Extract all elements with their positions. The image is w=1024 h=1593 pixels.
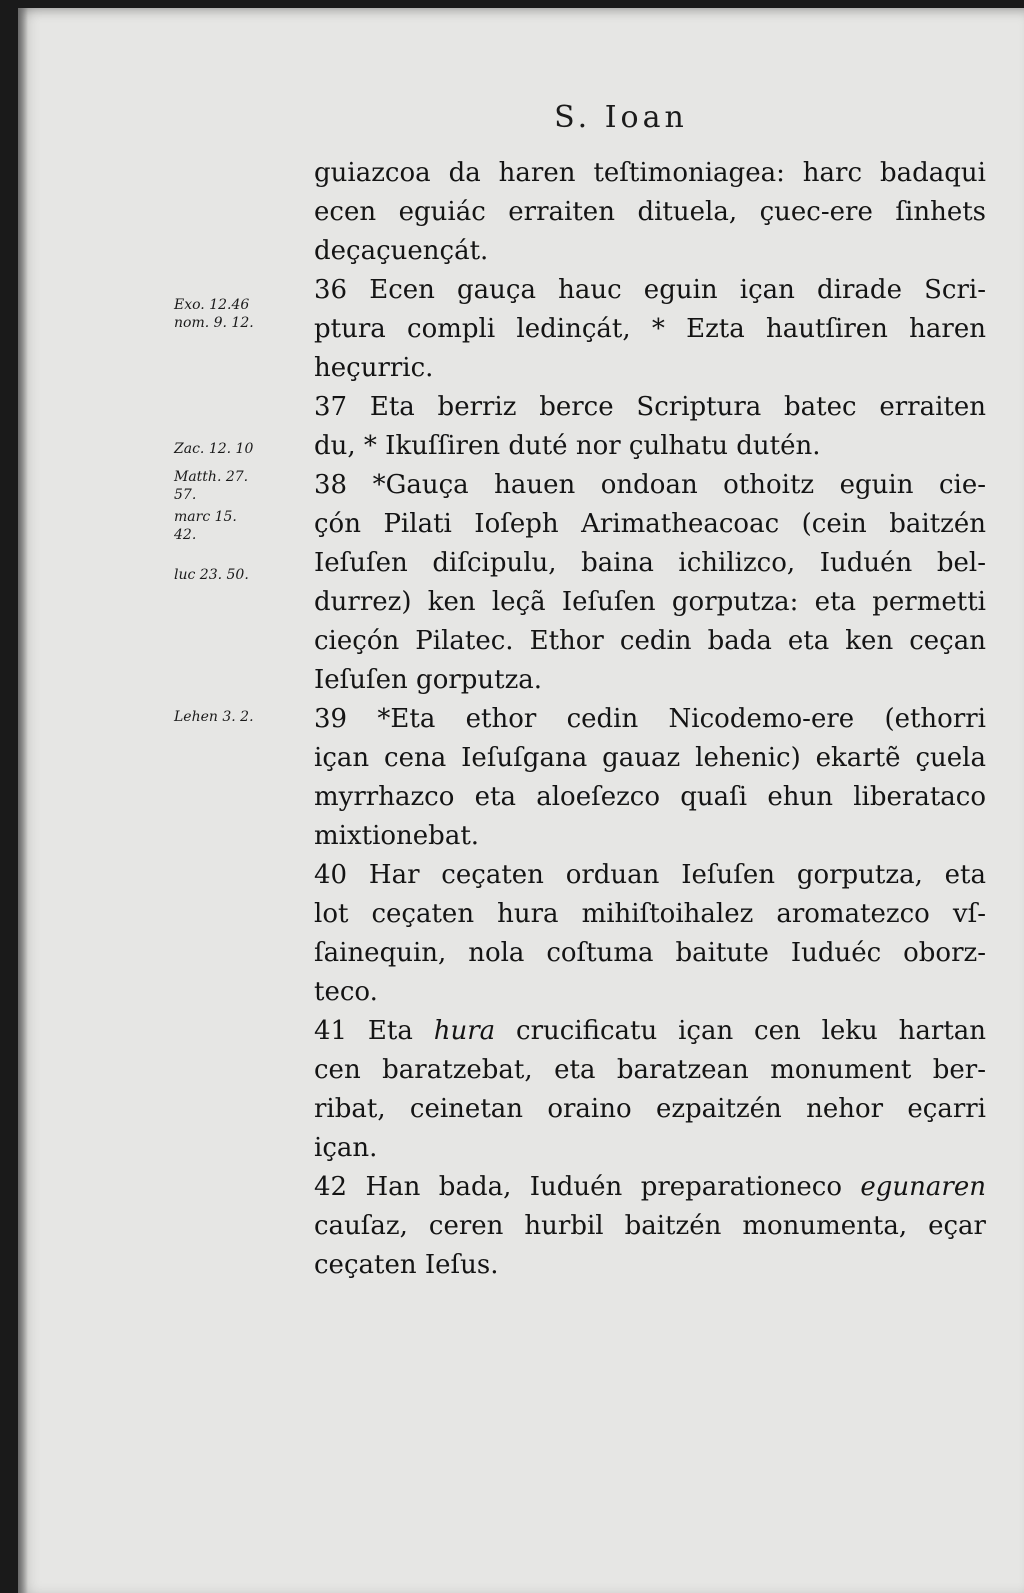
- text-line: ſainequin, nola coſtuma baitute Iuduéc oborz-: [314, 938, 986, 968]
- margin-note-line: 42.: [174, 527, 197, 543]
- text-line: 37 Eta berriz berce Scriptura batec erraiten: [314, 392, 986, 422]
- text-line: [314, 1168, 986, 1207]
- text-line: ecen eguiác erraiten dituela, çuec-ere ſinhets: [314, 197, 986, 227]
- text-line: cieçón Pilatec. Ethor cedin bada eta ken ceçan: [314, 626, 986, 656]
- margin-note-luc: [174, 566, 249, 584]
- text-line: [314, 1012, 986, 1051]
- text-line: heçurric.: [314, 353, 434, 383]
- text-line: teco.: [314, 977, 378, 1007]
- text-line: myrrhazco eta aloeſezco quaſi ehun liberataco: [314, 782, 986, 812]
- margin-note-exo: [174, 296, 254, 332]
- text-line: 40 Har ceçaten orduan Ieſuſen gorputza, eta: [314, 860, 986, 890]
- margin-note-line: Lehen 3. 2.: [174, 709, 254, 725]
- italic-word: egunaren: [860, 1172, 986, 1202]
- book-page: [18, 8, 1024, 1593]
- text-line: Ieſuſen gorputza.: [314, 665, 543, 695]
- text-line: içan cena Ieſuſgana gauaz lehenic) ekartẽ çuela: [314, 743, 986, 773]
- running-head: S. Ioan: [554, 100, 688, 135]
- text-line: çón Pilati Ioſeph Arimatheacoac (cein baitzén: [314, 509, 986, 539]
- margin-note-line: luc 23. 50.: [174, 567, 249, 583]
- margin-note-line: nom. 9. 12.: [174, 315, 254, 331]
- text-fragment: crucificatu içan cen leku hartan: [516, 1016, 986, 1046]
- text-line: 39 *Eta ethor cedin Nicodemo-ere (ethorri: [314, 704, 986, 734]
- text-line: du, * Ikuſſiren duté nor çulhatu dutén.: [314, 431, 821, 461]
- margin-note-line: Exo. 12.46: [174, 297, 250, 313]
- text-line: cen baratzebat, eta baratzean monument ber-: [314, 1055, 986, 1085]
- text-line: deçaçuençát.: [314, 236, 489, 266]
- text-line: içan.: [314, 1133, 378, 1163]
- body-text: [314, 154, 986, 1285]
- italic-word: hura: [433, 1016, 496, 1046]
- margin-note-marc: [174, 508, 237, 544]
- text-line: ribat, ceinetan oraino ezpaitzén nehor eçarri: [314, 1094, 986, 1124]
- text-line: ceçaten Ieſus.: [314, 1250, 499, 1280]
- text-line: cauſaz, ceren hurbil baitzén monumenta, eçar: [314, 1211, 986, 1241]
- margin-note-line: Matth. 27.: [174, 469, 249, 485]
- text-line: 38 *Gauça hauen ondoan othoitz eguin cie-: [314, 470, 986, 500]
- text-line: mixtionebat.: [314, 821, 480, 851]
- text-fragment: 41 Eta: [314, 1016, 413, 1046]
- text-line: Ieſuſen diſcipulu, baina ichilizco, Iuduén bel-: [314, 548, 986, 578]
- text-line: ptura compli ledinçát, * Ezta hautſiren haren: [314, 314, 986, 344]
- text-line: lot ceçaten hura mihiſtoihalez aromatezco vſ-: [314, 899, 986, 929]
- text-line: 36 Ecen gauça hauc eguin içan dirade Scri-: [314, 275, 986, 305]
- margin-note-lehen: [174, 708, 254, 726]
- margin-note-zac: [174, 440, 253, 458]
- text-fragment: 42 Han bada, Iuduén preparationeco: [314, 1172, 842, 1202]
- margin-note-matth: [174, 468, 248, 504]
- margin-note-line: Zac. 12. 10: [174, 441, 254, 457]
- margin-note-line: 57.: [174, 487, 197, 503]
- text-line: durrez) ken leçã Ieſuſen gorputza: eta permetti: [314, 587, 986, 617]
- text-line: guiazcoa da haren teſtimoniagea: harc badaqui: [314, 158, 986, 188]
- margin-note-line: marc 15.: [174, 509, 237, 525]
